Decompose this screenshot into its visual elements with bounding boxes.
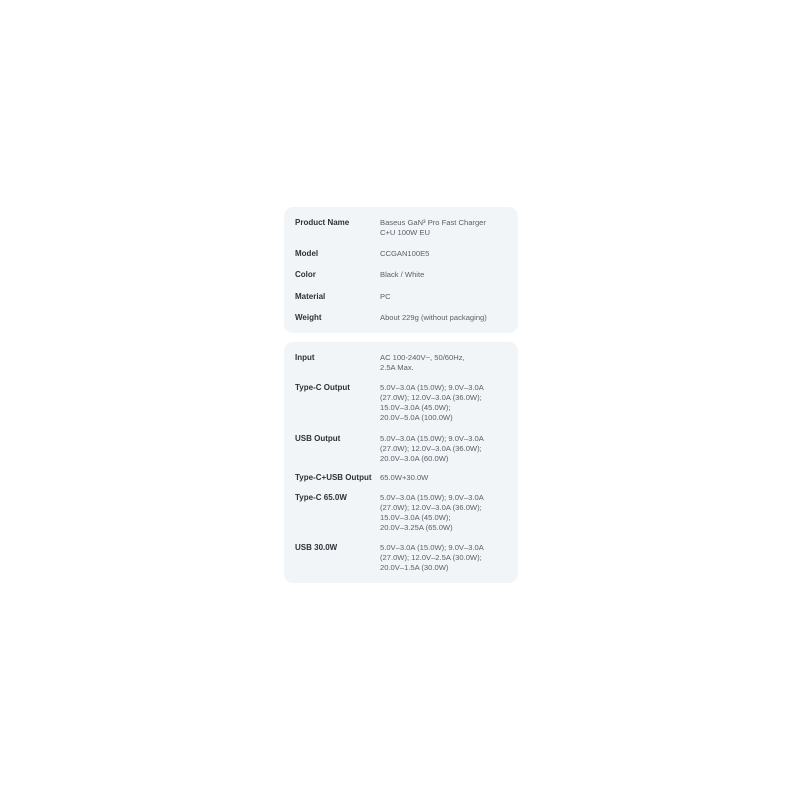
- spec-label: Model: [295, 249, 319, 258]
- spec-value-line: 5.0V–3.0A (15.0W); 9.0V–3.0A: [380, 493, 484, 502]
- spec-value-line: 2.5A Max.: [380, 363, 414, 372]
- electrical-specs-card: [284, 342, 518, 583]
- spec-label: Type-C 65.0W: [295, 493, 347, 502]
- spec-label: USB Output: [295, 434, 341, 443]
- spec-value-line: About 229g (without packaging): [380, 313, 487, 322]
- spec-value-line: 5.0V–3.0A (15.0W); 9.0V–3.0A: [380, 543, 484, 552]
- spec-value: [380, 218, 514, 238]
- spec-value-line: AC 100-240V~, 50/60Hz,: [380, 353, 465, 362]
- spec-value-line: 20.0V–1.5A (30.0W): [380, 563, 449, 572]
- spec-value-line: 65.0W+30.0W: [380, 473, 429, 482]
- spec-value-line: 20.0V–3.25A (65.0W): [380, 523, 453, 532]
- spec-value-line: (27.0W); 12.0V–3.0A (36.0W);: [380, 393, 482, 402]
- spec-value-line: 5.0V–3.0A (15.0W); 9.0V–3.0A: [380, 434, 484, 443]
- spec-value-line: 20.0V–5.0A (100.0W): [380, 413, 453, 422]
- product-info-card: [284, 207, 518, 333]
- spec-value-line: Baseus GaN³ Pro Fast Charger: [380, 218, 486, 227]
- spec-label: USB 30.0W: [295, 543, 338, 552]
- spec-value-line: (27.0W); 12.0V–2.5A (30.0W);: [380, 553, 482, 562]
- spec-value: [380, 270, 514, 280]
- spec-value: [380, 353, 514, 373]
- spec-label: Input: [295, 353, 315, 362]
- spec-value-line: (27.0W); 12.0V–3.0A (36.0W);: [380, 444, 482, 453]
- spec-value-line: PC: [380, 292, 391, 301]
- spec-value: [380, 313, 514, 323]
- spec-value-line: Black / White: [380, 270, 425, 279]
- spec-label: Type-C+USB Output: [295, 473, 372, 482]
- spec-value-line: (27.0W); 12.0V–3.0A (36.0W);: [380, 503, 482, 512]
- spec-value-line: 15.0V–3.0A (45.0W);: [380, 403, 451, 412]
- spec-label: Material: [295, 292, 326, 301]
- spec-value: [380, 473, 514, 483]
- spec-value: [380, 249, 514, 259]
- spec-value: [380, 434, 514, 464]
- spec-value-line: C+U 100W EU: [380, 228, 431, 237]
- spec-label: Type-C Output: [295, 383, 350, 392]
- spec-value-line: 20.0V–3.0A (60.0W): [380, 454, 449, 463]
- spec-label: Weight: [295, 313, 322, 322]
- spec-label: Color: [295, 270, 316, 279]
- spec-value: [380, 493, 514, 533]
- spec-value: [380, 543, 514, 573]
- spec-value-line: 5.0V–3.0A (15.0W); 9.0V–3.0A: [380, 383, 484, 392]
- spec-label: Product Name: [295, 218, 350, 227]
- spec-value-line: 15.0V–3.0A (45.0W);: [380, 513, 451, 522]
- spec-value: [380, 292, 514, 302]
- spec-value-line: CCGAN100E5: [380, 249, 430, 258]
- spec-value: [380, 383, 514, 423]
